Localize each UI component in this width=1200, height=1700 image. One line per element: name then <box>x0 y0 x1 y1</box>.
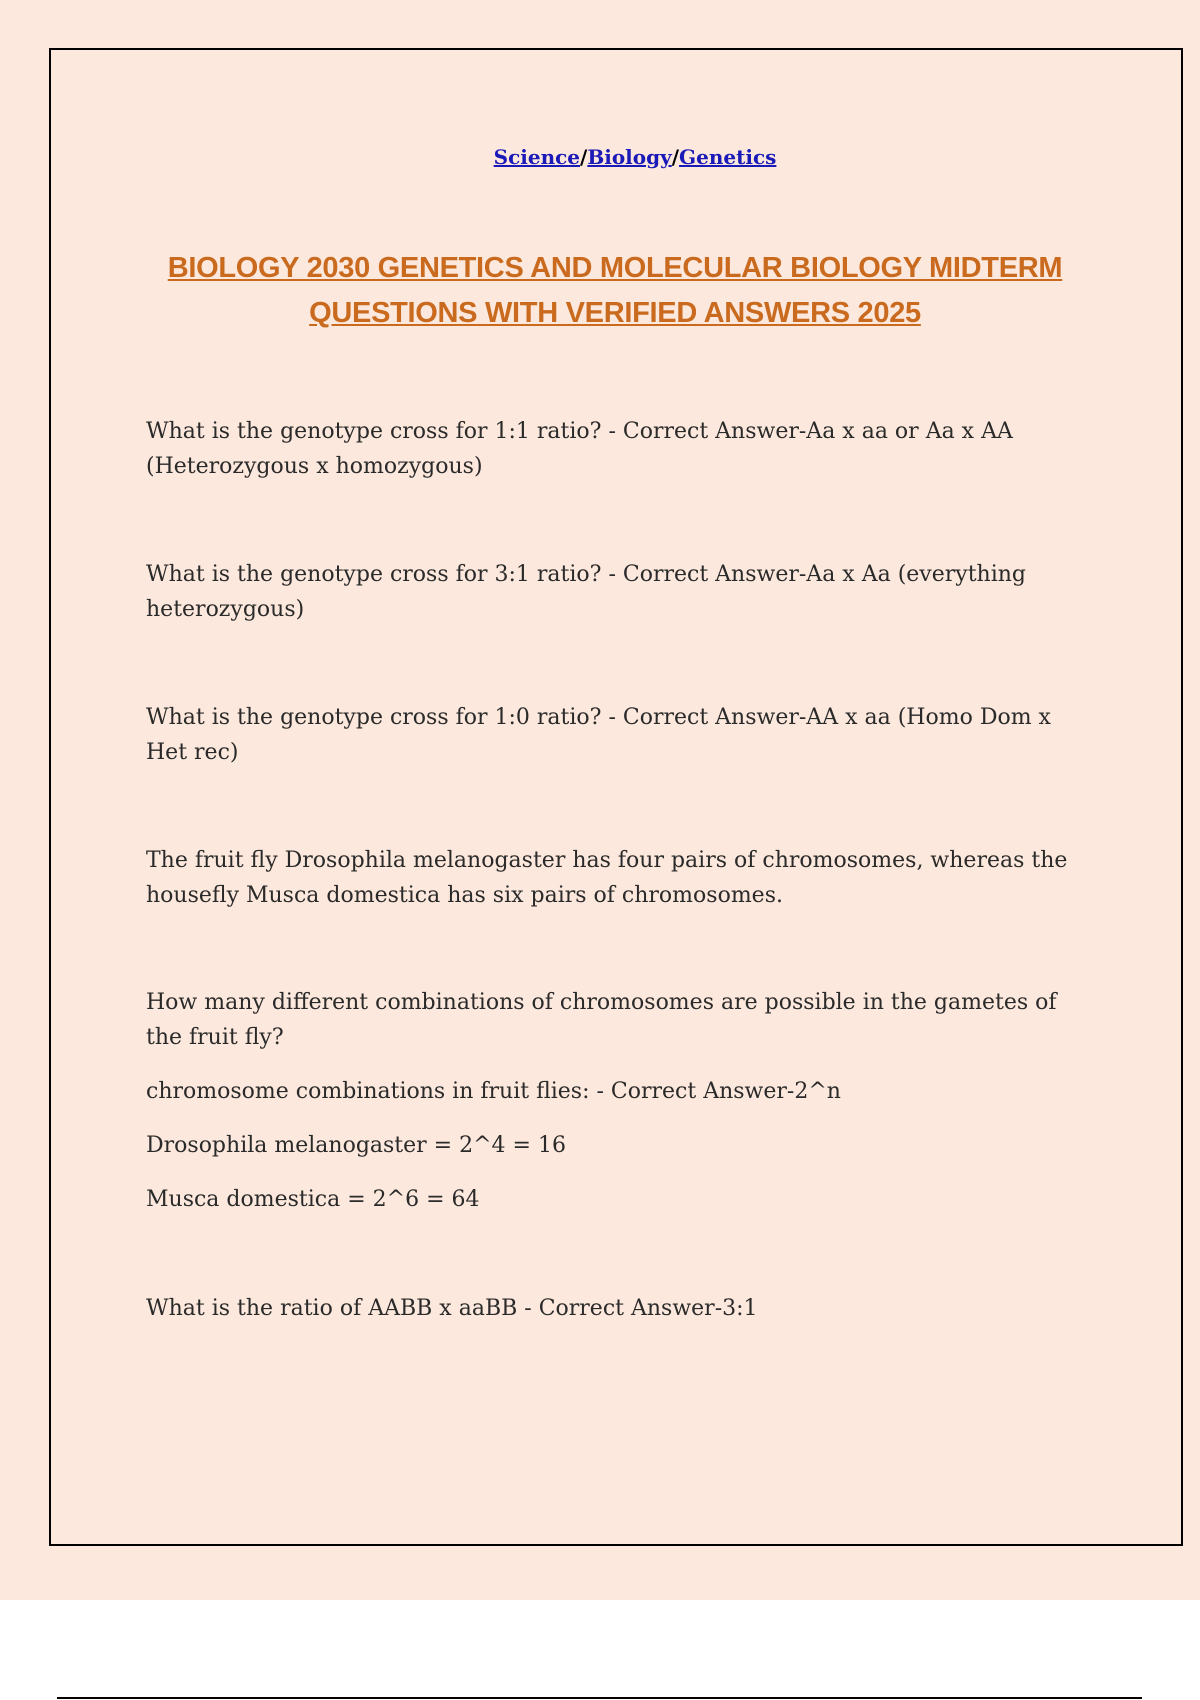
title-line-1: BIOLOGY 2030 GENETICS AND MOLECULAR BIOLOGY MIDTERM <box>167 252 1063 284</box>
breadcrumb <box>0 145 1200 169</box>
title-line-2: QUESTIONS WITH VERIFIED ANSWERS 2025 <box>309 297 921 329</box>
breadcrumb-link-science[interactable]: Science <box>493 145 581 169</box>
document-title <box>140 246 1090 336</box>
breadcrumb-separator: / <box>580 145 588 169</box>
musca-calculation: Musca domestica = 2^6 = 64 <box>146 1187 480 1212</box>
qa-ratio-3-1: What is the genotype cross for 3:1 ratio? - Correct Answer-Aa x Aa (everything heterozygous) <box>146 562 1026 622</box>
bottom-divider <box>57 1697 1142 1699</box>
qa-aabb-ratio: What is the ratio of AABB x aaBB - Correct Answer-3:1 <box>146 1296 758 1321</box>
drosophila-calculation: Drosophila melanogaster = 2^4 = 16 <box>146 1133 566 1158</box>
chromosome-combinations-answer: chromosome combinations in fruit flies: - Correct Answer-2^n <box>146 1079 841 1104</box>
breadcrumb-link-genetics[interactable]: Genetics <box>679 145 777 169</box>
breadcrumb-separator: / <box>671 145 680 169</box>
fruit-fly-question: How many different combinations of chromosomes are possible in the gametes of the fruit fly? <box>146 990 1057 1050</box>
fruit-fly-statement: The fruit fly Drosophila melanogaster has four pairs of chromosomes, whereas the housefly Musca domestica has six pairs of chromosomes. <box>146 848 1068 908</box>
qa-ratio-1-0: What is the genotype cross for 1:0 ratio? - Correct Answer-AA x aa (Homo Dom x Het rec) <box>146 705 1051 765</box>
breadcrumb-link-biology[interactable]: Biology <box>587 145 672 169</box>
qa-ratio-1-1: What is the genotype cross for 1:1 ratio? - Correct Answer-Aa x aa or Aa x AA (Heterozygous x homozygous) <box>146 419 1013 479</box>
